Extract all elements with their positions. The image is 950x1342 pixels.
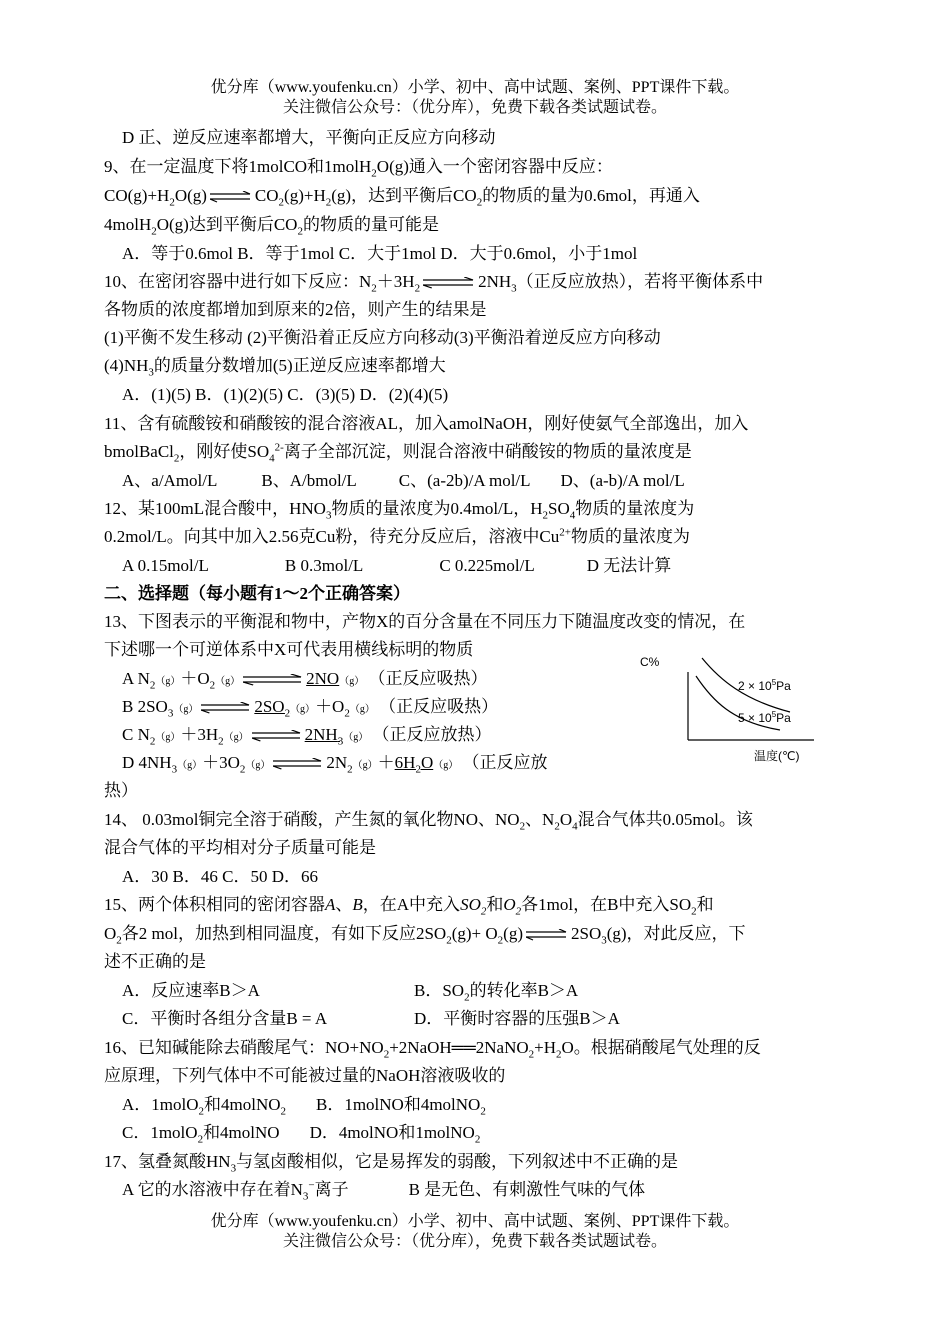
q10-options: A．(1)(5) B．(1)(2)(5) C．(3)(5) D．(2)(4)(5)	[122, 385, 449, 404]
q15-line-2: $O_2$各2 mol，加热到相同温度，有如下反应$2SO_2(g)+ O_2(g)$ $2SO_3(g)$，对此反应，下	[104, 924, 746, 947]
q9-equation-line: $CO(g)+H_2O(g)$ $CO_2(g)+H_2(g)$，达到平衡后$CO_2$的物质的量为0.6mol，再通入	[104, 186, 700, 209]
q15-line-3: 述不正确的是	[104, 952, 206, 971]
q16-line-1: 16、已知碱能除去硝酸尾气：$NO+NO_2+2NaOH══2NaNO_2+H_2O$。根据硝酸尾气处理的反	[104, 1038, 761, 1061]
q9-stem: 9、在一定温度下将1molCO和1molH$_2$O(g)通入一个密闭容器中反应：	[104, 157, 613, 180]
q11-options: A、a/Amol/L B、A/bmol/L C、(a-2b)/A mol/L D、(a-b)/A mol/L	[122, 471, 685, 490]
q11-line-2: bmolBaCl$_2$，刚好使$SO_4^{2-}$离子全部沉淀，则混合溶液中硝酸铵的物质的量浓度是	[104, 441, 692, 465]
q12-options: A 0.15mol/L B 0.3mol/L C 0.225mol/L D 无法计算	[122, 556, 672, 575]
section-2-title: 二、选择题（每小题有1～2个正确答案）	[104, 584, 410, 603]
equilibrium-arrow-icon	[243, 674, 303, 686]
q13-option-a: A $N_2(g)+O_2(g)$ 2NO（g） （正反应吸热）	[122, 669, 488, 692]
q13-line-2: 下述哪一个可逆体系中X可代表用横线标明的物质	[104, 640, 474, 659]
q10-line-3: (1)平衡不发生移动 (2)平衡沿着正反应方向移动(3)平衡沿着逆反应方向移动	[104, 328, 661, 347]
y-axis-label: C%	[640, 655, 660, 669]
q16-line-2: 应原理，下列气体中不可能被过量的NaOH溶液吸收的	[104, 1066, 506, 1085]
curve-label-2e5pa: $2 \times 10^5Pa$	[738, 678, 791, 693]
footer-line-2: 关注微信公众号：（优分库），免费下载各类试题试卷。	[282, 1233, 667, 1250]
q14-options: A．30 B．46 C．50 D．66	[122, 867, 318, 886]
curve-label-5e5pa: $5 \times 10^5Pa$	[738, 710, 791, 725]
equilibrium-arrow-icon	[252, 730, 302, 742]
q9-line-3: 4molH$_2$O(g)达到平衡后$CO_2$的物质的量可能是	[104, 215, 439, 238]
q15-options-cd: C．平衡时各组分含量B = A D．平衡时容器的压强B＞A	[122, 1009, 620, 1028]
q16-options-cd: C．1molO$_2$和4molNO D．4molNO和1molNO$_2$	[122, 1123, 481, 1146]
x-axis-label: 温度(℃)	[754, 749, 800, 763]
q9-options: A．等于0.6mol B．等于1mol C．大于1mol D．大于0.6mol，小于1mol	[122, 244, 638, 263]
q13-option-b: B $2SO_3(g)$ $2SO_2(g)+O_2(g)$ （正反应吸热）	[122, 697, 499, 720]
q17-options: A 它的水溶液中存在着$N_3^-$离子 B 是无色、有刺激性气味的气体	[122, 1179, 646, 1203]
q10-line-2: 各物质的浓度都增加到原来的2倍，则产生的结果是	[104, 300, 487, 319]
header-line-2: 关注微信公众号：（优分库），免费下载各类试题试卷。	[282, 99, 667, 116]
q13-option-d-wrap: 热）	[104, 781, 138, 800]
equilibrium-arrow-icon	[423, 277, 475, 289]
q8-option-d: D 正、逆反应速率都增大，平衡向正反应方向移动	[122, 128, 496, 147]
q12-line-2: 0.2mol/L。向其中加入2.56克Cu粉，待充分反应后，溶液中$Cu^{2+}$物质的量浓度为	[104, 526, 690, 546]
header-line-1: 优分库（www.youfenku.cn）小学、初中、高中试题、案例、PPT课件下载。	[210, 79, 740, 96]
footer-line-1: 优分库（www.youfenku.cn）小学、初中、高中试题、案例、PPT课件下载。	[210, 1213, 740, 1230]
q13-chart	[640, 652, 820, 764]
equilibrium-arrow-icon	[526, 929, 568, 941]
q15-options-ab: A．反应速率B＞A B．$SO_2$的转化率B＞A	[122, 981, 579, 1004]
q16-options-ab: A．1molO$_2$和4molNO$_2$ B．1molNO和4molNO$_2$	[122, 1095, 486, 1118]
q14-line-2: 混合气体的平均相对分子质量可能是	[104, 838, 376, 857]
q15-line-1: 15、两个体积相同的密闭容器A、B，在A中充入$SO_2$和$O_2$各1mol，在B中充入$SO_2$和	[104, 895, 714, 918]
q14-line-1: 14、 0.03mol铜完全溶于硝酸，产生氮的氧化物NO、$NO_2$、$N_2O_4$混合气体共0.05mol。该	[104, 810, 753, 833]
q10-stem: 10、在密闭容器中进行如下反应：$N_2+3H_2$ $2NH_3$（正反应放热），若将平衡体系中	[104, 272, 764, 295]
q10-line-4: $(4)NH_3$的质量分数增加(5)正逆反应速率都增大	[104, 356, 446, 379]
equilibrium-arrow-icon	[201, 702, 251, 714]
q13-option-c: C $N_2(g)+3H_2(g)$ $2NH_3(g)$ （正反应放热）	[122, 725, 492, 748]
equilibrium-arrow-icon	[273, 758, 323, 770]
q13-line-1: 13、下图表示的平衡混和物中，产物X的百分含量在不同压力下随温度改变的情况，在	[104, 612, 746, 631]
q12-line-1: 12、某100mL混合酸中，$HNO_3$物质的量浓度为0.4mol/L，$H_2SO_4$物质的量浓度为	[104, 499, 695, 522]
q17-line-1: 17、氢叠氮酸$HN_3$与氢卤酸相似，它是易挥发的弱酸，下列叙述中不正确的是	[104, 1152, 679, 1175]
q13-option-d: D $4NH_3(g)+3O_2(g)$ $2N_2(g)+6H_2O(g)$ （正反应放	[122, 753, 548, 776]
equilibrium-arrow-icon	[210, 191, 252, 203]
q11-line-1: 11、含有硫酸铵和硝酸铵的混合溶液AL，加入amolNaOH，刚好使氨气全部逸出，加入	[104, 414, 749, 433]
